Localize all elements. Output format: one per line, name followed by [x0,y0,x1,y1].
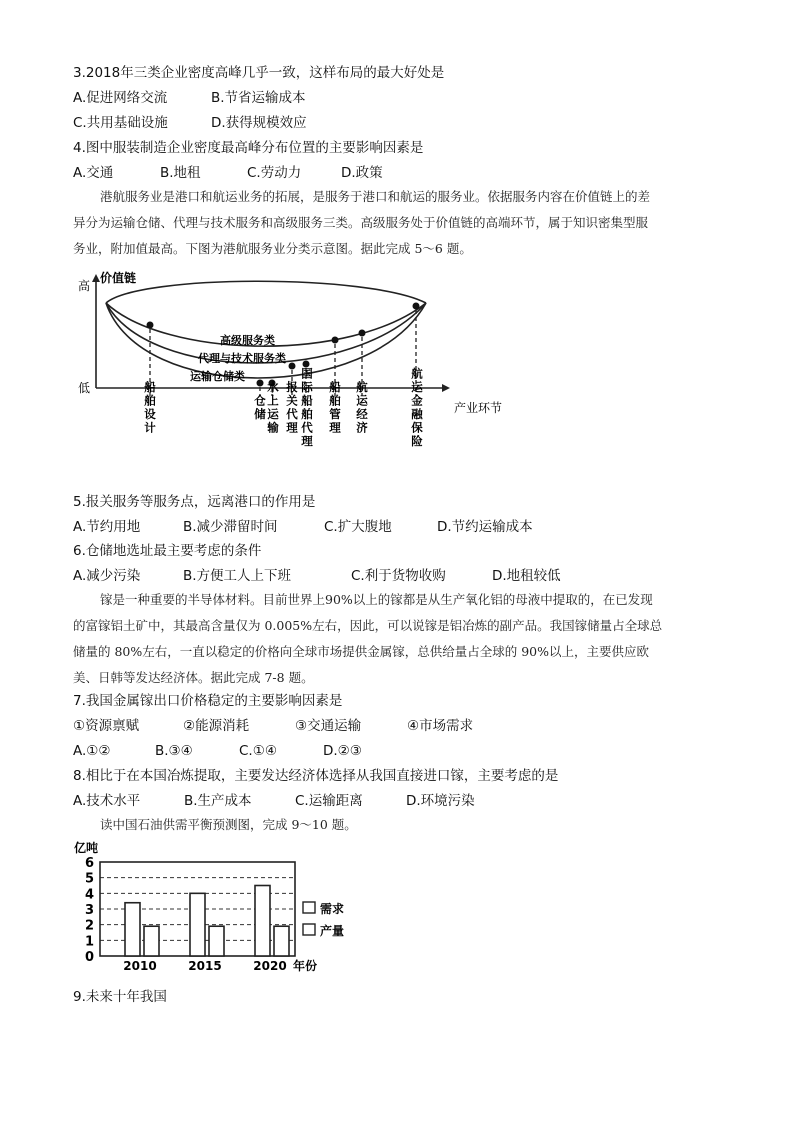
passage-line: 务业，附加值最高。下图为港航服务业分类示意图。据此完成 5～6 题。 [73,241,472,256]
x-tick-label: 2015 [188,959,222,973]
option: D.政策 [341,165,383,181]
option: A.技术水平 [73,793,141,809]
option: B.方便工人上下班 [183,568,292,584]
q4-stem: 4.图中服装制造企业密度最高峰分布位置的主要影响因素是 [73,140,424,156]
y-axis-arrow [92,274,100,282]
passage-line: 镓是一种重要的半导体材料。目前世界上90%以上的镓都是从生产氧化铝的母液中提取的，在已发现 [100,592,653,607]
curve-label-agency: 代理与技术服务类 [198,352,286,365]
option: B.减少滞留时间 [183,519,278,535]
q4-options [73,164,383,182]
option: B.节省运输成本 [211,90,306,106]
q9-stem: 9.未来十年我国 [73,989,167,1005]
passage-line: 储量的 80%左右，一直以稳定的价格向全球市场提供金属镓，总供给量占全球的 90%以上，主要供应欧 [73,644,650,659]
option: D.节约运输成本 [437,519,533,535]
option: D.获得规模效应 [211,115,307,131]
category-label: 国际船舶代理 [300,367,314,449]
option: D.环境污染 [406,793,475,809]
q5-stem: 5.报关服务等服务点，远离港口的作用是 [73,494,316,510]
bar-demand [190,893,205,956]
category-label: 仓储 [253,394,267,422]
option: C.①④ [239,743,277,759]
option: A.促进网络交流 [73,90,168,106]
q7-options [73,742,362,760]
x-axis-label: 年份 [293,959,318,973]
category-label: 航运经济 [355,381,369,435]
y-tick-label: 1 [84,934,94,950]
y-axis-label: 亿吨 [74,841,99,855]
q3-options [73,89,306,107]
passage-line: 异分为运输仓储、代理与技术服务和高级服务三类。高级服务处于价值链的高端环节，属于知识密集型服 [73,215,649,230]
option: B.生产成本 [184,793,252,809]
factor: ①资源禀赋 [73,718,140,734]
option: C.扩大腹地 [324,519,392,535]
q6-stem: 6.仓储地选址最主要考虑的条件 [73,543,262,559]
passage-gallium [73,587,723,691]
y-tick-label: 3 [84,903,94,918]
legend-swatch [303,924,315,935]
option: D.②③ [323,743,362,759]
category-label: 航运金融保险 [410,367,424,449]
passage-line: 美、日韩等发达经济体。据此完成 7-8 题。 [73,670,314,685]
passage-port-services [73,184,723,262]
y-tick-label: 5 [84,871,94,887]
q3-stem: 3.2018年三类企业密度高峰几乎一致，这样布局的最大好处是 [73,65,445,81]
legend-label: 产量 [320,924,345,938]
category-label: 报关代理 [285,381,299,435]
top-curve [106,281,426,303]
option: C.劳动力 [247,165,302,181]
option: C.运输距离 [295,793,363,809]
category-label: 水上运输 [266,381,280,435]
factor: ③交通运输 [295,718,362,734]
option: A.节约用地 [73,519,141,535]
passage-oil: 读中国石油供需平衡预测图，完成 9～10 题。 [100,817,357,832]
bar-production [144,926,159,956]
y-high-label: 高 [78,279,91,293]
curve-label-transport: 运输仓储类 [190,370,245,383]
option: C.利于货物收购 [351,568,446,584]
x-axis-label: 产业环节 [454,401,503,415]
bar-production [274,926,289,956]
y-tick-label: 6 [84,856,94,871]
option: A.交通 [73,165,114,181]
bar-demand [255,886,270,957]
option: B.地租 [160,165,201,181]
legend-label: 需求 [320,902,345,916]
q6-options [73,567,561,585]
q8-stem: 8.相比于在本国冶炼提取，主要发达经济体选择从我国直接进口镓，主要考虑的是 [73,768,559,784]
x-tick-label: 2020 [253,959,287,973]
curve-label-high: 高级服务类 [220,334,275,347]
option: A.①② [73,743,111,759]
q7-factors [73,717,473,735]
option: C.共用基础设施 [73,115,168,131]
x-axis-arrow [442,384,450,392]
passage-line: 港航服务业是港口和航运业务的拓展，是服务于港口和航运的服务业。依据服务内容在价值链上的差 [100,189,651,204]
bar-demand [125,903,140,956]
port-services-diagram [70,268,510,488]
factor: ④市场需求 [407,718,474,734]
y-axis-label: 价值链 [100,271,137,285]
y-low-label: 低 [78,381,91,395]
y-tick-label: 4 [84,887,94,903]
option: B.③④ [155,743,193,759]
q8-options [73,792,475,810]
factor: ②能源消耗 [183,718,250,734]
category-label: 船舶管理 [328,381,342,435]
x-tick-label: 2010 [123,959,157,973]
category-label: 船舶设计 [143,381,157,435]
passage-line: 的富镓铝土矿中，其最高含量仅为 0.005%左右，因此，可以说镓是铝冶炼的副产品。我国镓储量占全球总 [73,618,663,633]
y-tick-label: 2 [84,918,94,934]
q3-options [73,114,307,132]
bar-production [209,926,224,956]
q7-stem: 7.我国金属镓出口价格稳定的主要影响因素是 [73,693,343,709]
option: D.地租较低 [492,568,561,584]
legend-swatch [303,902,315,913]
oil-supply-demand-chart [70,840,360,980]
option: A.减少污染 [73,568,141,584]
y-tick-label: 0 [84,950,94,965]
q5-options [73,518,533,536]
